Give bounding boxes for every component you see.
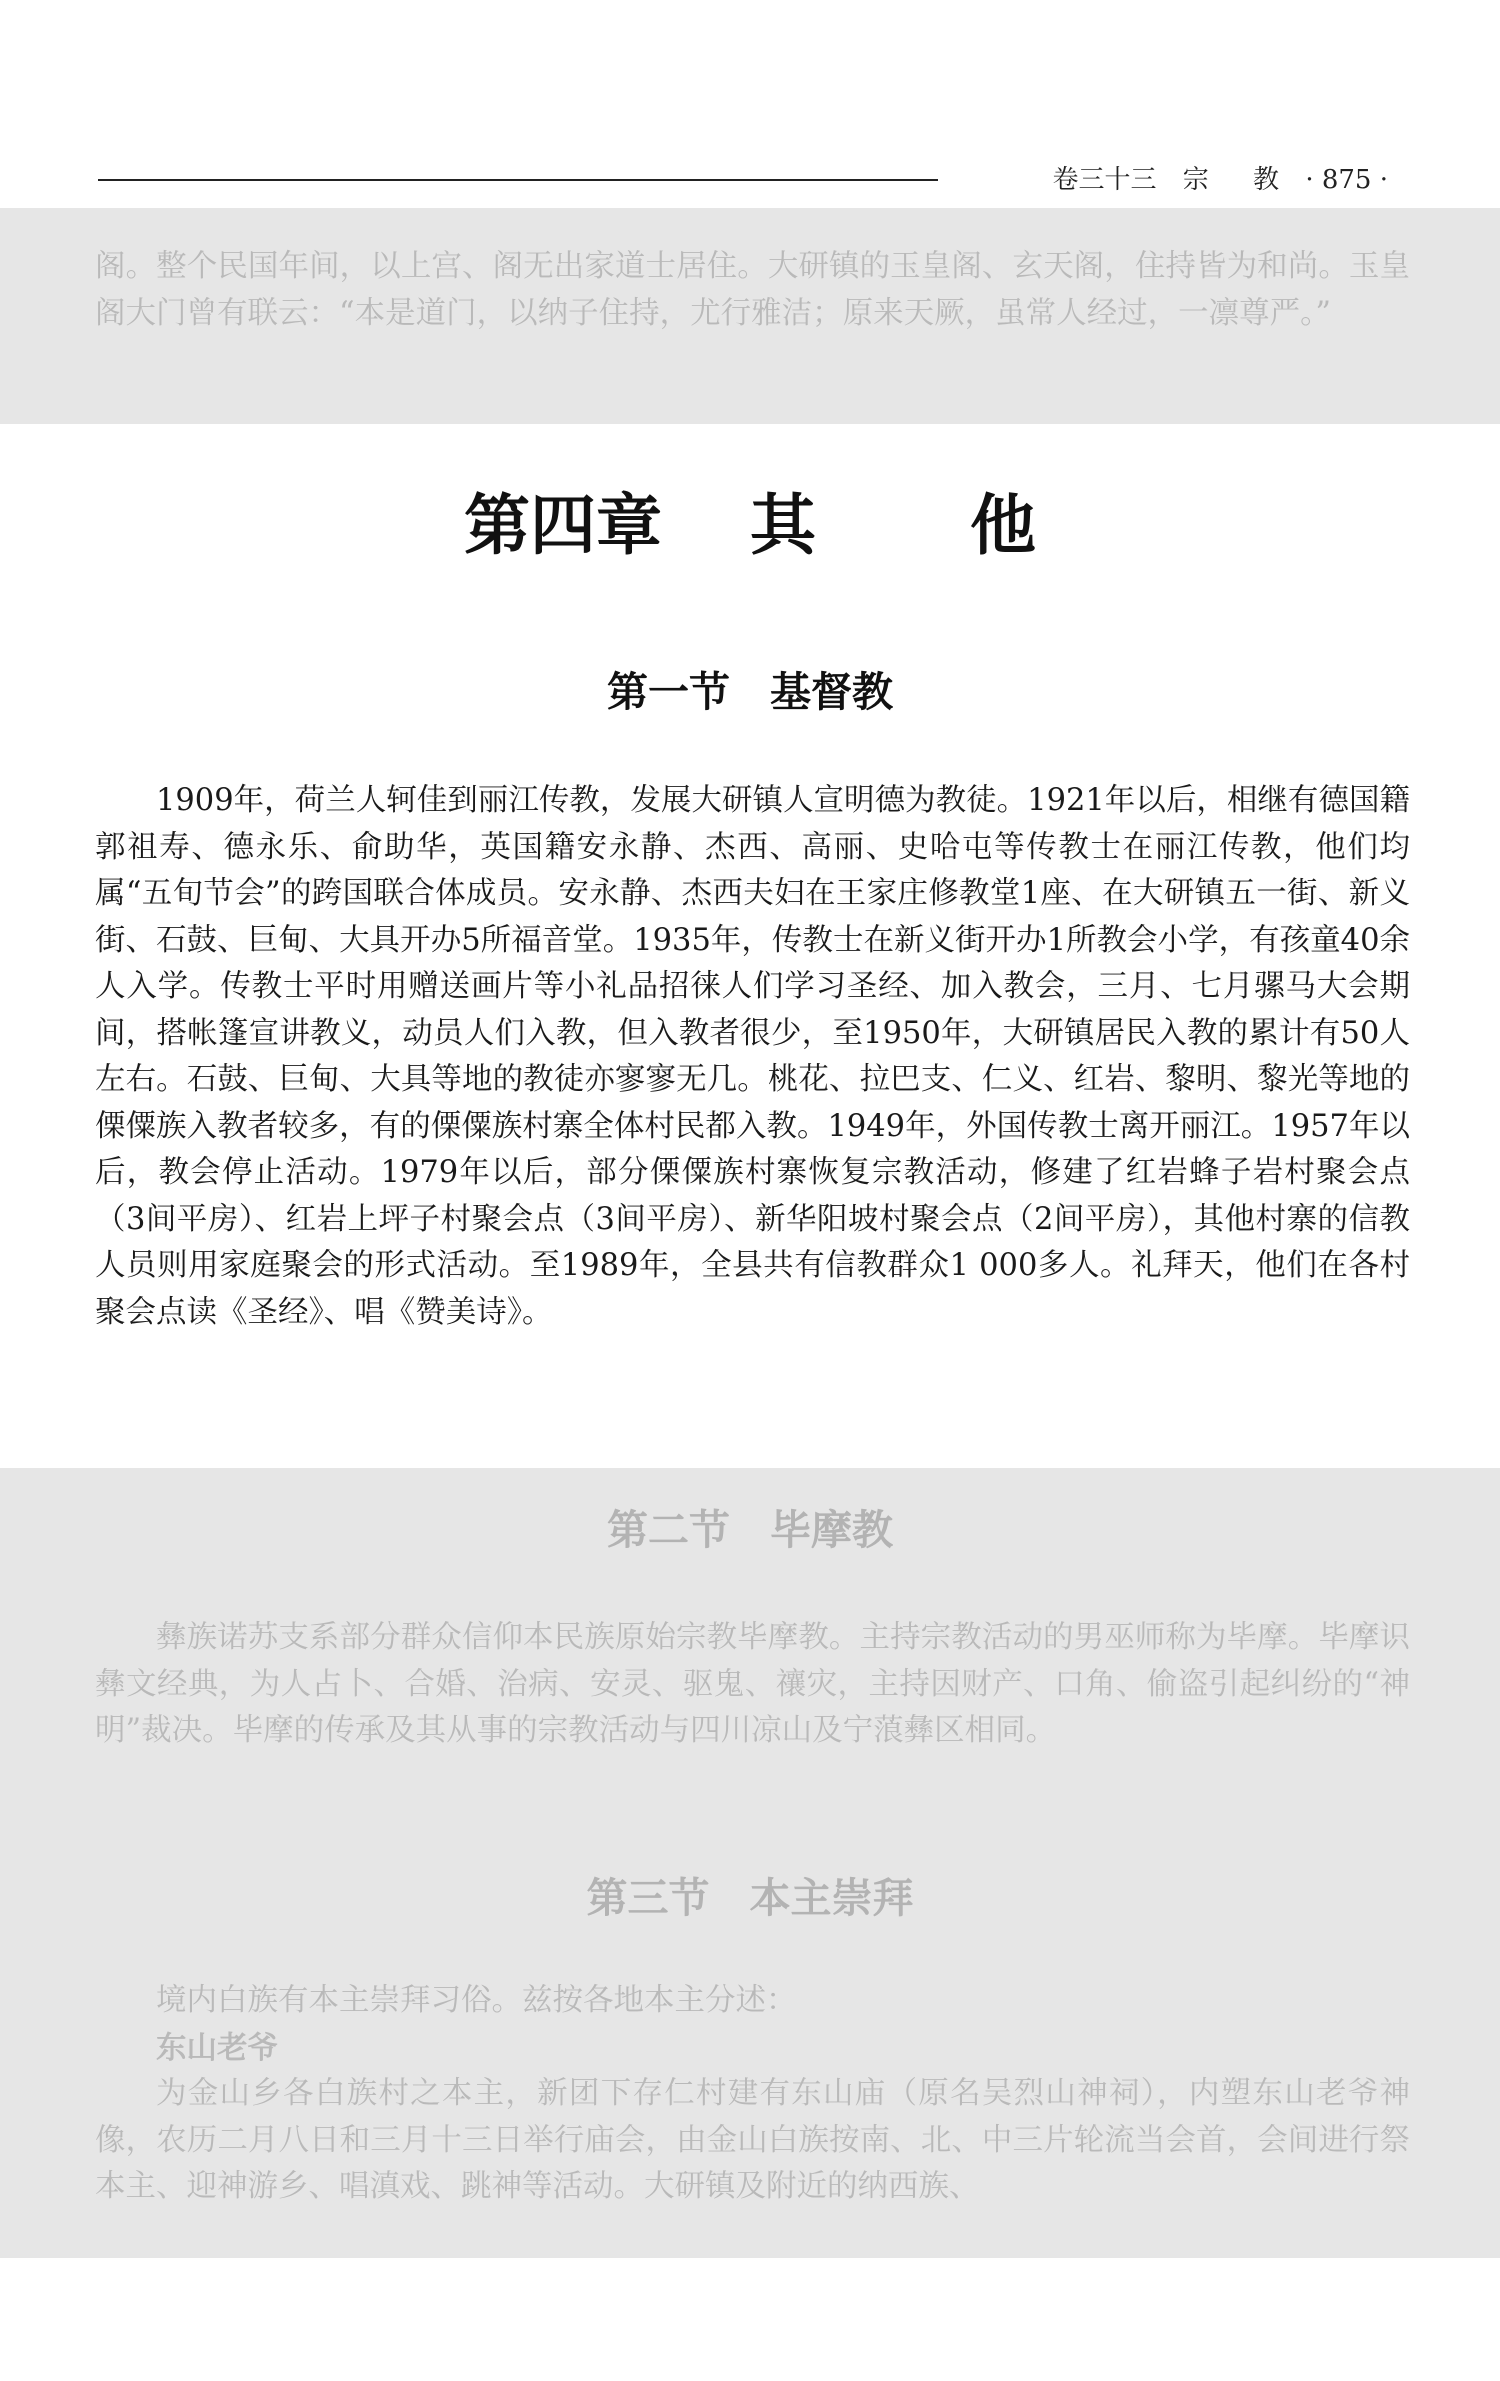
- running-header: [98, 160, 1388, 200]
- section-char-a: 宗: [1182, 165, 1209, 195]
- previous-section-fragment: 阁。整个民国年间，以上宫、阁无出家道士居住。大研镇的玉皇阁、玄天阁，住持皆为和尚。玉皇阁大门曾有联云：“本是道门，以纳子住持，尤行雅洁；原来天厥，虽常人经过，一凛尊严。”: [95, 249, 1410, 331]
- header-text: [1034, 160, 1388, 200]
- section-char-b: 教: [1253, 165, 1280, 195]
- section-title-christianity: [0, 662, 1500, 722]
- subheading-dongshan: 东山老爷: [156, 2030, 278, 2066]
- section-title-text: 毕摩教: [770, 1506, 893, 1554]
- dongshan-body: 为金山乡各白族村之本主，新团下存仁村建有东山庙（原名吴烈山神祠），内塑东山老爷神像，农历二月八日和三月十三日举行庙会，由金山白族按南、北、中三片轮流当会首，会间进行祭本主、迎神游乡、唱滇戏、跳神等活动。大研镇及附近的纳西族、: [95, 2076, 1410, 2204]
- section-title-text: 基督教: [770, 668, 893, 716]
- chapter-title: [0, 480, 1500, 570]
- section-label: 第一节: [607, 668, 730, 716]
- section-label: 第二节: [607, 1506, 730, 1554]
- section-title-text: 本主崇拜: [749, 1874, 914, 1922]
- christianity-body: 1909年，荷兰人轲佳到丽江传教，发展大研镇人宣明德为教徒。1921年以后，相继有德国籍郭祖寿、德永乐、俞助华，英国籍安永静、杰西、高丽、史哈屯等传教士在丽江传教，他们均属“五旬节会”的跨国联合体成员。安永静、杰西夫妇在王家庄修教堂1座、在大研镇五一街、新义街、石鼓、巨甸、大具开办5所福音堂。1935年，传教士在新义街开办1所教会小学，有孩童40余人入学。传教士平时用赠送画片等小礼品招徕人们学习圣经、加入教会，三月、七月骡马大会期间，搭帐篷宣讲教义，动员人们入教，但入教者很少，至1950年，大研镇居民入教的累计有50人左右。石鼓、巨甸、大具等地的教徒亦寥寥无几。桃花、拉巴支、仁义、红岩、黎明、黎光等地的傈僳族入教者较多，有的傈僳族村寨全体村民都入教。1949年，外国传教士离开丽江。1957年以后，教会停止活动。1979年以后，部分傈僳族村寨恢复宗教活动，修建了红岩蜂子岩村聚会点（3间平房）、红岩上坪子村聚会点（3间平房）、新华阳坡村聚会点（2间平房），其他村寨的信教人员则用家庭聚会的形式活动。至1989年，全县共有信教群众1 000多人。礼拜天，他们在各村聚会点读《圣经》、唱《赞美诗》。: [95, 783, 1410, 1330]
- volume-label: 卷三十三: [1052, 165, 1157, 195]
- benzhu-intro: 境内白族有本主崇拜习俗。兹按各地本主分述：: [156, 1983, 797, 2018]
- page-number: · 875 ·: [1305, 165, 1388, 195]
- section-label: 第三节: [586, 1874, 710, 1922]
- bimo-body: 彝族诺苏支系部分群众信仰本民族原始宗教毕摩教。主持宗教活动的男巫师称为毕摩。毕摩识彝文经典，为人占卜、合婚、治病、安灵、驱鬼、禳灾，主持因财产、口角、偷盗引起纠纷的“神明”裁决。毕摩的传承及其从事的宗教活动与四川凉山及宁蒗彝区相同。: [95, 1620, 1410, 1748]
- chapter-label: 第四章: [464, 486, 662, 564]
- chapter-title-char-a: 其: [750, 486, 816, 564]
- header-rule: [98, 179, 938, 181]
- section-title-benzhu: [0, 1868, 1500, 1928]
- section-title-bimo: [0, 1500, 1500, 1560]
- chapter-title-char-b: 他: [970, 486, 1036, 564]
